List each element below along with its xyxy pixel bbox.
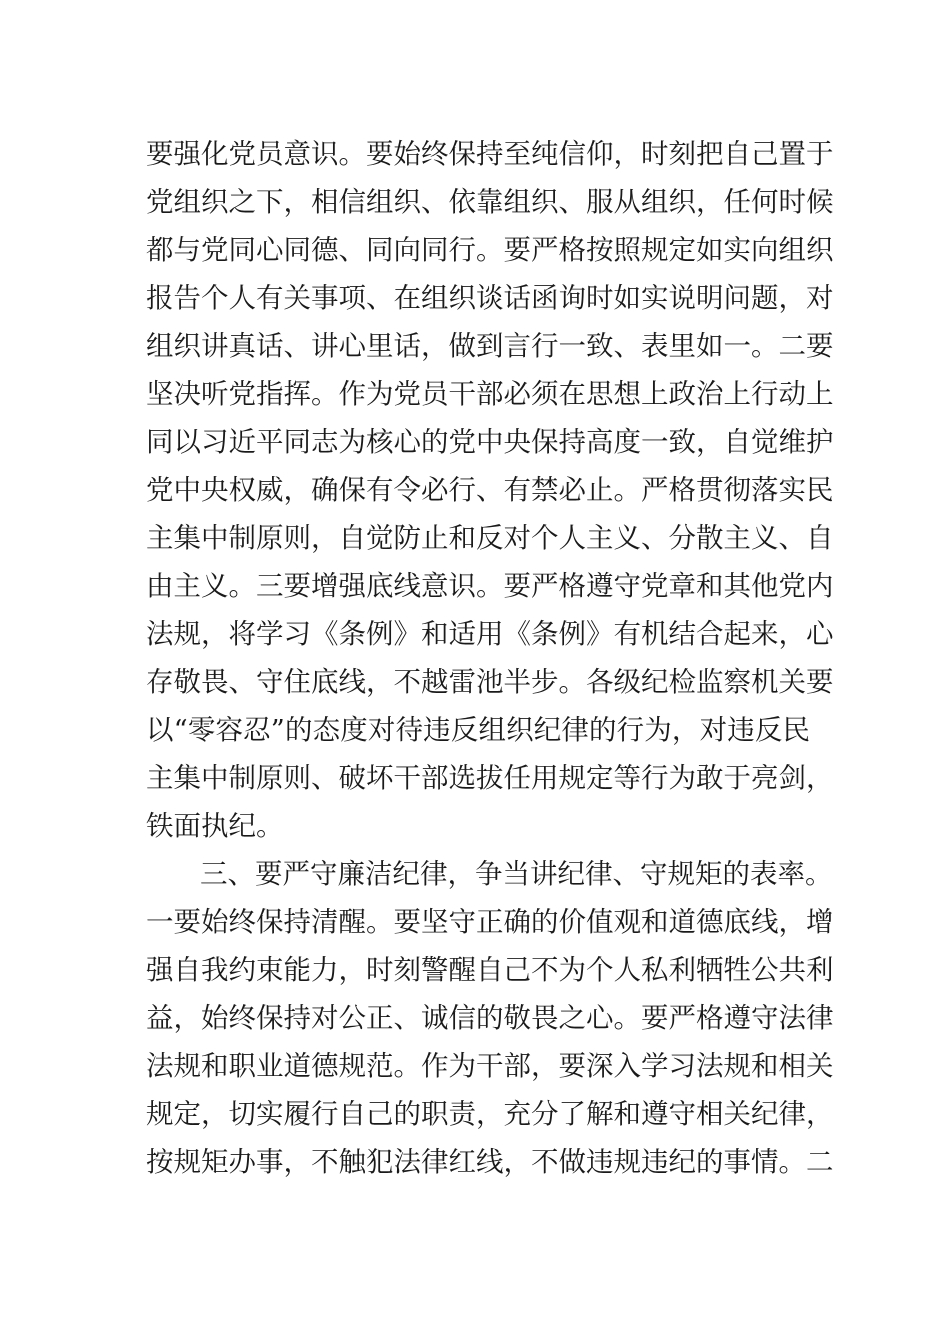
- text-line: 以“零容忍”的态度对待违反组织纪律的行为，对违反民: [146, 714, 810, 746]
- text-line: 规定，切实履行自己的职责，充分了解和遵守相关纪律，: [146, 1098, 834, 1130]
- text-line: 强自我约束能力，时刻警醒自己不为个人私利牺牲公共利: [146, 954, 834, 986]
- text-line: 都与党同心同德、同向同行。要严格按照规定如实向组织: [146, 234, 834, 266]
- text-line: 坚决听党指挥。作为党员干部必须在思想上政治上行动上: [146, 378, 834, 410]
- text-line: 由主义。三要增强底线意识。要严格遵守党章和其他党内: [146, 570, 834, 602]
- text-line: 存敬畏、守住底线，不越雷池半步。各级纪检监察机关要: [146, 666, 834, 698]
- text-line: 一要始终保持清醒。要坚守正确的价值观和道德底线，增: [146, 906, 834, 938]
- text-line: 组织讲真话、讲心里话，做到言行一致、表里如一。二要: [146, 330, 834, 362]
- text-line: 主集中制原则、破坏干部选拔任用规定等行为敢于亮剑，: [146, 762, 834, 794]
- text-line: 主集中制原则，自觉防止和反对个人主义、分散主义、自: [146, 522, 834, 554]
- text-line: 法规，将学习《条例》和适用《条例》有机结合起来，心: [146, 618, 834, 650]
- text-line: 要强化党员意识。要始终保持至纯信仰，时刻把自己置于: [146, 138, 834, 170]
- text-line: 党中央权威，确保有令必行、有禁必止。严格贯彻落实民: [146, 474, 834, 506]
- text-line: 铁面执纪。: [146, 810, 284, 842]
- text-line: 法规和职业道德规范。作为干部，要深入学习法规和相关: [146, 1050, 834, 1082]
- text-line: 按规矩办事，不触犯法律红线，不做违规违纪的事情。二: [146, 1146, 834, 1178]
- section-heading-line: 三、要严守廉洁纪律，争当讲纪律、守规矩的表率。: [200, 858, 833, 890]
- text-line: 同以习近平同志为核心的党中央保持高度一致，自觉维护: [146, 426, 834, 458]
- text-line: 报告个人有关事项、在组织谈话函询时如实说明问题，对: [146, 282, 834, 314]
- text-line: 党组织之下，相信组织、依靠组织、服从组织，任何时候: [146, 186, 834, 218]
- text-line: 益，始终保持对公正、诚信的敬畏之心。要严格遵守法律: [146, 1002, 834, 1034]
